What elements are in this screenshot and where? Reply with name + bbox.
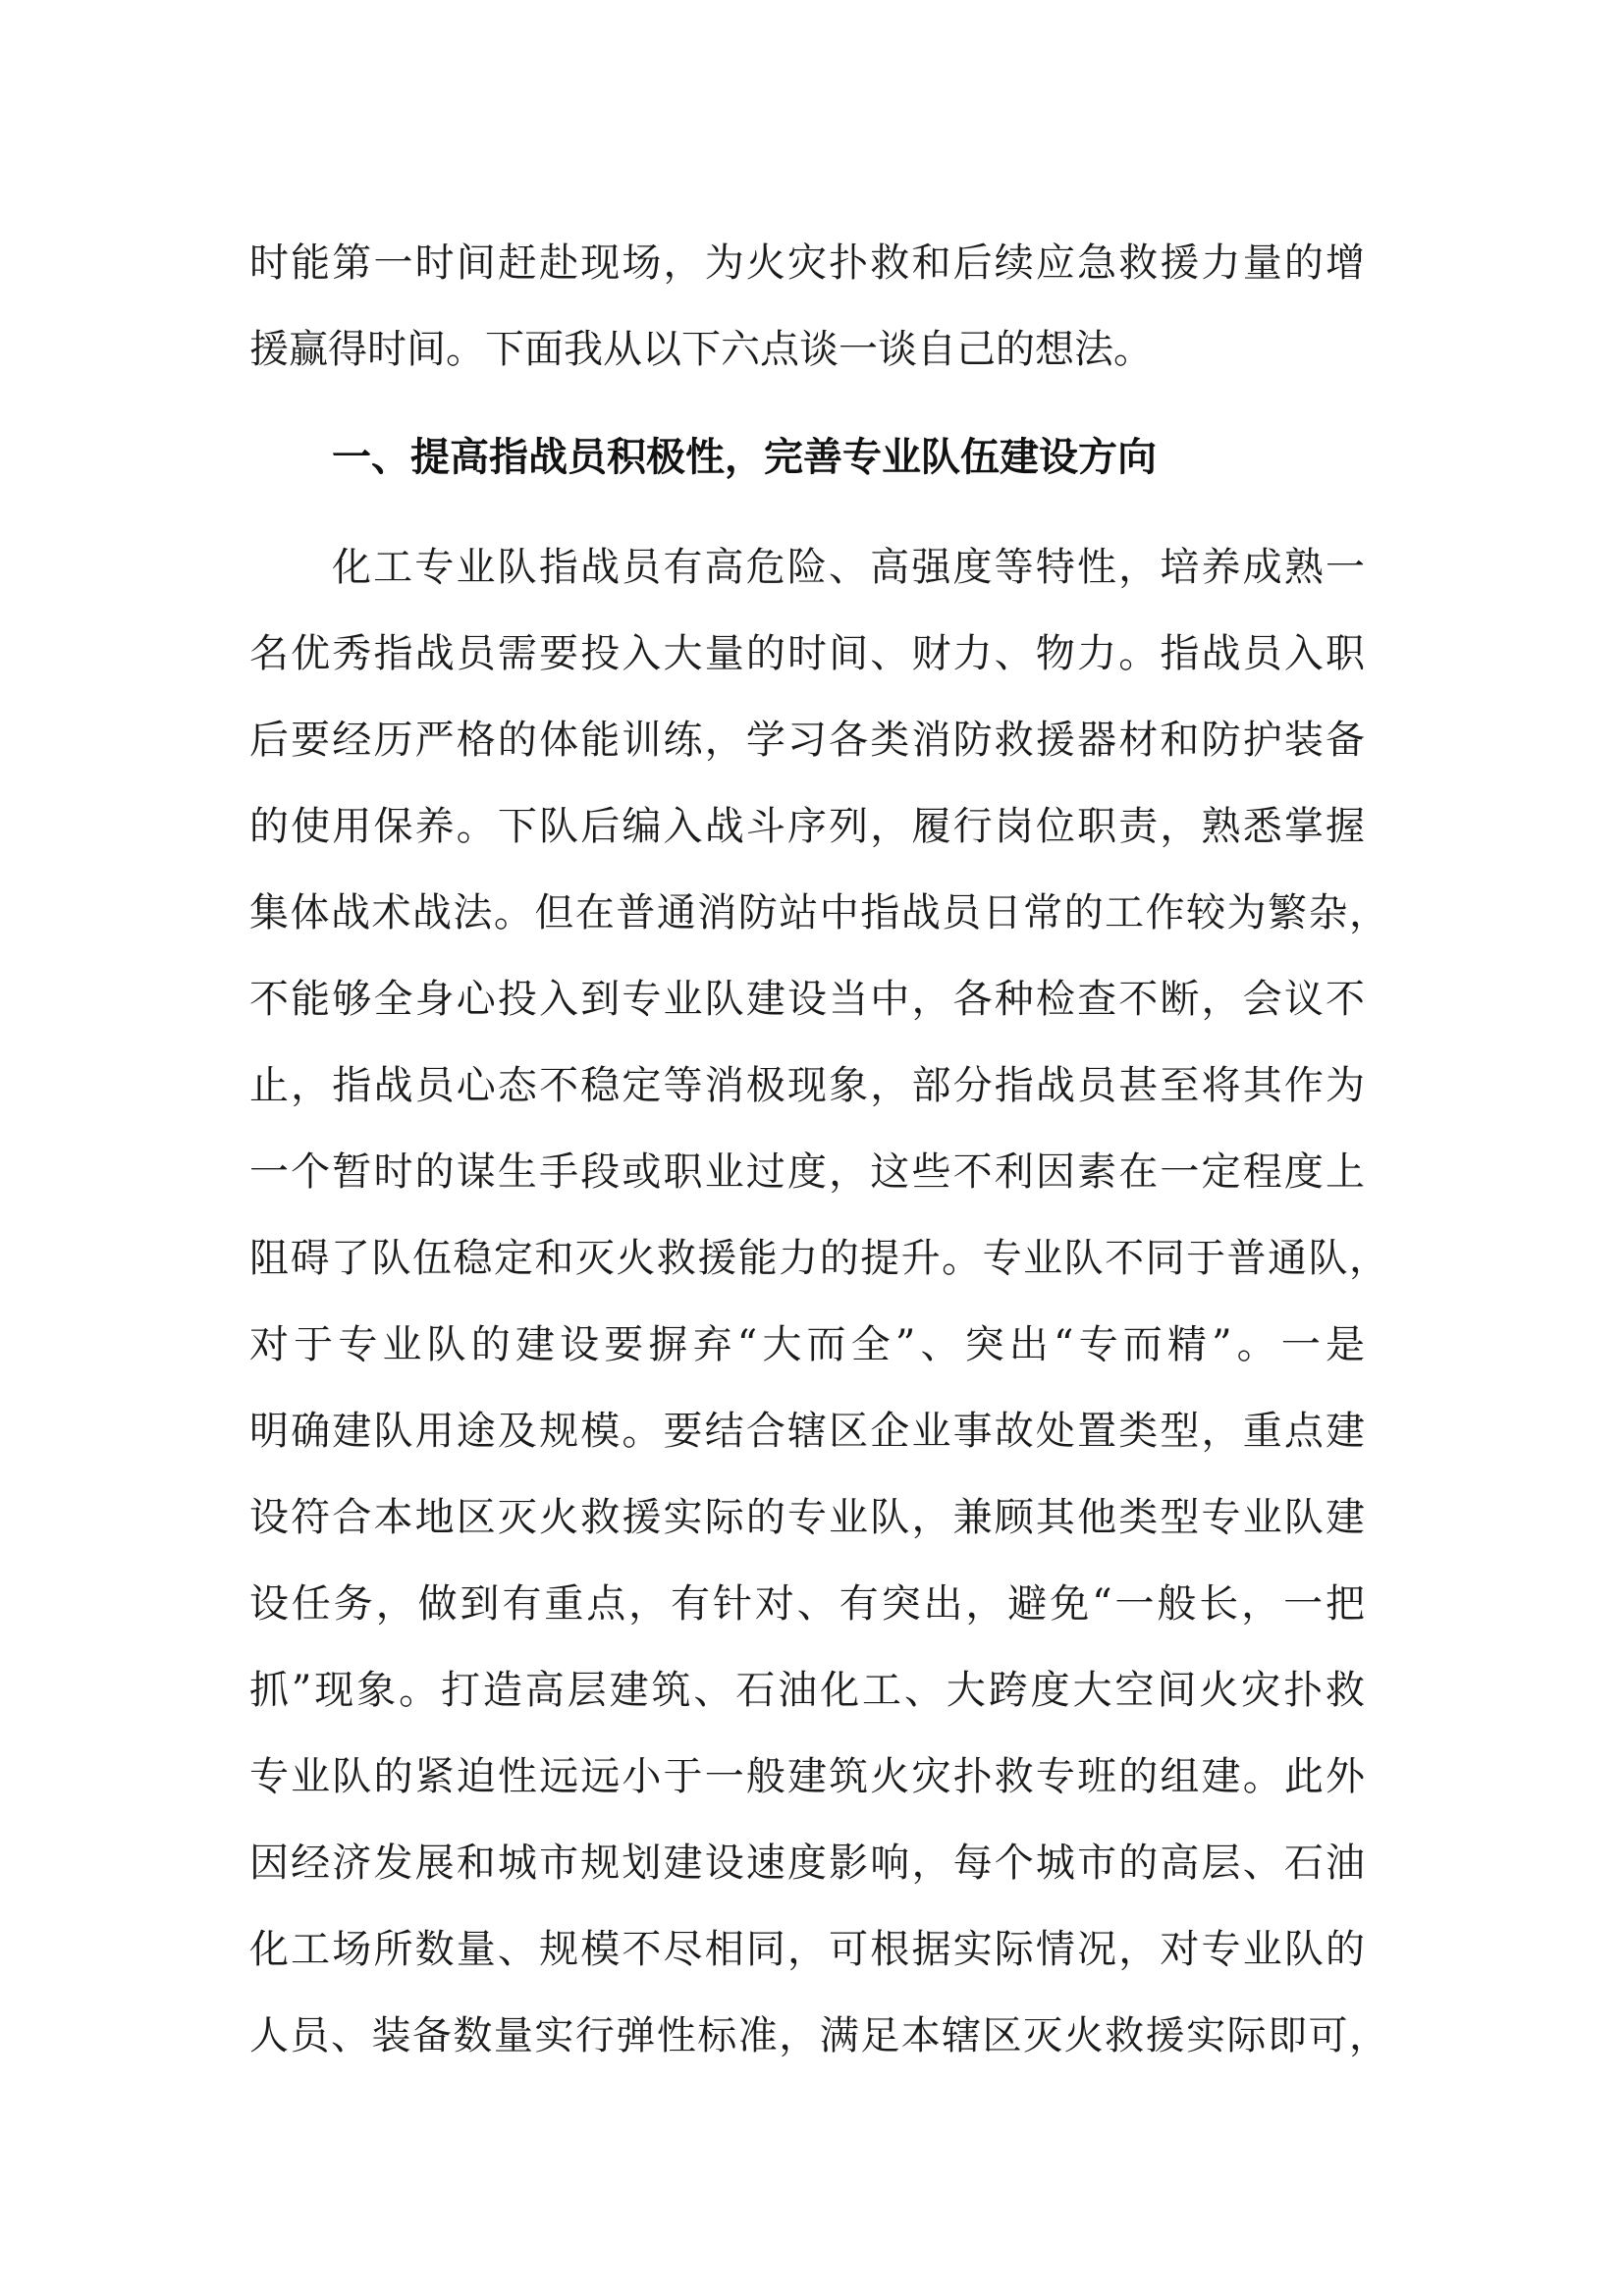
paragraph-line: 抓”现象。打造高层建筑、石油化工、大跨度大空间火灾扑救 [249, 1668, 1365, 1713]
paragraph-line: 止，指战员心态不稳定等消极现象，部分指战员甚至将其作为 [249, 1063, 1365, 1108]
paragraph-line: 不能够全身心投入到专业队建设当中，各种检查不断，会议不 [249, 977, 1365, 1022]
paragraph-line: 明确建队用途及规模。要结合辖区企业事故处置类型，重点建 [249, 1409, 1365, 1454]
paragraph-line: 后要经历严格的体能训练，学习各类消防救援器材和防护装备 [249, 718, 1365, 763]
intro-line: 时能第一时间赶赴现场，为火灾扑救和后续应急救援力量的增 [249, 240, 1365, 286]
paragraph-line: 设符合本地区灭火救援实际的专业队，兼顾其他类型专业队建 [249, 1495, 1365, 1540]
paragraph-line: 集体战术战法。但在普通消防站中指战员日常的工作较为繁杂， [249, 890, 1388, 935]
paragraph-line: 化工场所数量、规模不尽相同，可根据实际情况，对专业队的 [249, 1927, 1365, 1972]
paragraph-line: 因经济发展和城市规划建设速度影响，每个城市的高层、石油 [249, 1841, 1365, 1886]
intro-line: 援赢得时间。下面我从以下六点谈一谈自己的想法。 [249, 327, 1153, 372]
section-heading: 一、提高指战员积极性，完善专业队伍建设方向 [332, 434, 1157, 480]
paragraph-line: 人员、装备数量实行弹性标准，满足本辖区灭火救援实际即可， [249, 2013, 1388, 2058]
paragraph-line: 设任务，做到有重点，有针对、有突出，避免“一般长，一把 [249, 1581, 1365, 1627]
paragraph-line: 一个暂时的谋生手段或职业过度，这些不利因素在一定程度上 [249, 1149, 1365, 1195]
document-page [249, 220, 1388, 2079]
paragraph-line: 名优秀指战员需要投入大量的时间、财力、物力。指战员入职 [249, 631, 1365, 676]
paragraph-line: 专业队的紧迫性远远小于一般建筑火灾扑救专班的组建。此外 [249, 1754, 1365, 1799]
paragraph-line: 阻碍了队伍稳定和灭火救援能力的提升。专业队不同于普通队， [249, 1236, 1388, 1281]
paragraph-line: 的使用保养。下队后编入战斗序列，履行岗位职责，熟悉掌握 [249, 804, 1365, 849]
body-paragraph [249, 524, 1388, 2079]
paragraph-line: 对于专业队的建设要摒弃“大而全”、突出“专而精”。一是 [249, 1322, 1365, 1367]
paragraph-line: 化工专业队指战员有高危险、高强度等特性，培养成熟一 [332, 545, 1365, 590]
